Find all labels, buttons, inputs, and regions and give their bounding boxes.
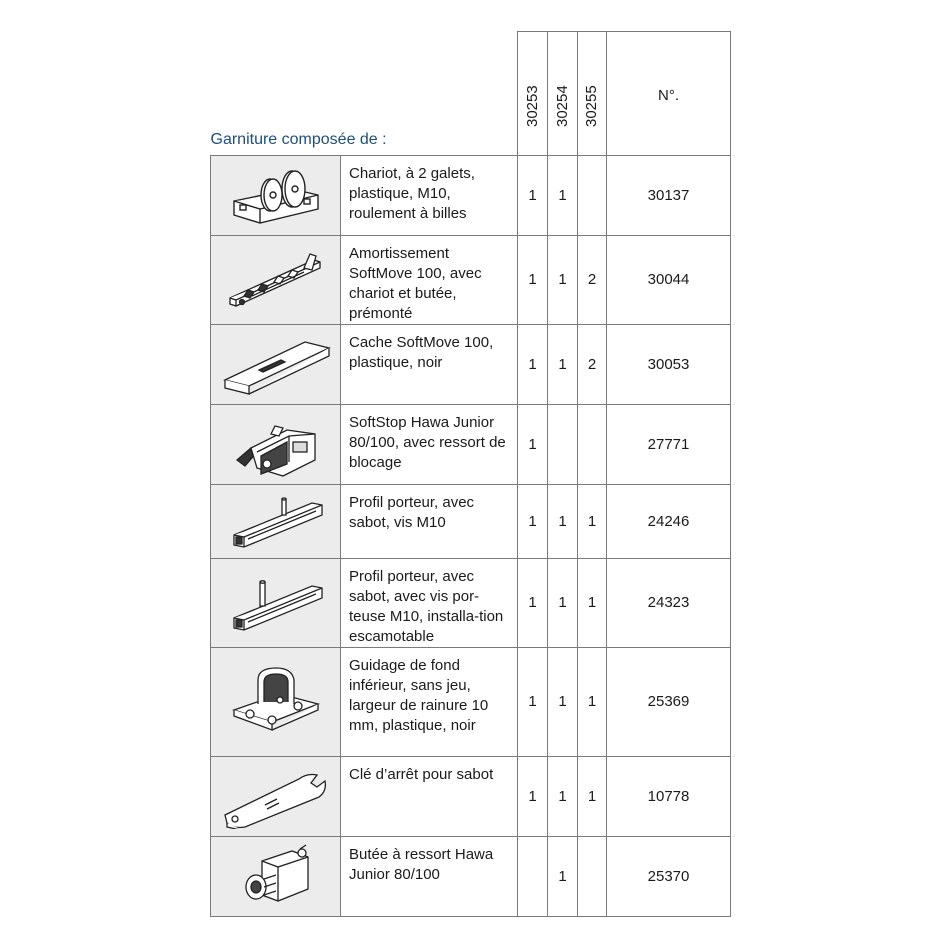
wrench-icon: [221, 765, 331, 829]
part-image: [211, 236, 341, 325]
table-row: [211, 156, 731, 236]
qty-30253: 1: [518, 236, 548, 325]
qty-30254: 1: [548, 757, 578, 837]
cover-icon: [221, 334, 331, 396]
floor-guide-icon: [228, 660, 324, 744]
header-row: [211, 32, 731, 156]
qty-30254: [548, 405, 578, 485]
part-image: [211, 156, 341, 236]
table-row: [211, 485, 731, 559]
part-number: 24246: [607, 485, 731, 559]
part-number: 24323: [607, 559, 731, 648]
qty-30255: 1: [578, 757, 607, 837]
qty-30255: [578, 837, 607, 917]
qty-30253: 1: [518, 156, 548, 236]
part-image: [211, 485, 341, 559]
part-description: Amortissement SoftMove 100, avec chariot et butée, prémonté: [341, 236, 518, 325]
part-description: Cache SoftMove 100, plastique, noir: [341, 325, 518, 405]
table-caption: Garniture composée de :: [210, 131, 387, 148]
table-row: [211, 559, 731, 648]
qty-30255: 2: [578, 325, 607, 405]
part-number: 30053: [607, 325, 731, 405]
qty-30255: 1: [578, 485, 607, 559]
qty-30253: 1: [518, 405, 548, 485]
qty-30254: 1: [548, 559, 578, 648]
part-image: [211, 559, 341, 648]
part-description: Butée à ressort Hawa Junior 80/100: [341, 837, 518, 917]
qty-30254: 1: [548, 156, 578, 236]
qty-30253: [518, 837, 548, 917]
qty-30253: 1: [518, 648, 548, 757]
qty-30253: 1: [518, 325, 548, 405]
part-number: 30044: [607, 236, 731, 325]
damper-icon: [224, 244, 328, 316]
qty-30255: [578, 156, 607, 236]
table-row: [211, 837, 731, 917]
part-number: 25370: [607, 837, 731, 917]
table-row: [211, 648, 731, 757]
carriage-icon: [226, 165, 326, 227]
table-row: [211, 236, 731, 325]
parts-table: [210, 31, 731, 917]
article-header-1: 30253: [518, 32, 548, 156]
part-image: [211, 648, 341, 757]
part-description: Clé d’arrêt pour sabot: [341, 757, 518, 837]
part-description: Profil porteur, avec sabot, vis M10: [341, 485, 518, 559]
profile-retractable-icon: [226, 570, 326, 636]
qty-30253: 1: [518, 559, 548, 648]
part-image: [211, 837, 341, 917]
part-image: [211, 405, 341, 485]
table-row: [211, 757, 731, 837]
qty-30255: [578, 405, 607, 485]
table-row: [211, 405, 731, 485]
part-description: Guidage de fond inférieur, sans jeu, largeur de rainure 10 mm, plastique, noir: [341, 648, 518, 757]
part-number: 25369: [607, 648, 731, 757]
part-description: Chariot, à 2 galets, plastique, M10, roulement à billes: [341, 156, 518, 236]
qty-30255: 1: [578, 648, 607, 757]
qty-30254: 1: [548, 236, 578, 325]
qty-30254: 1: [548, 648, 578, 757]
part-image: [211, 325, 341, 405]
qty-30253: 1: [518, 485, 548, 559]
number-header: N°.: [607, 32, 731, 156]
softstop-icon: [231, 412, 321, 478]
part-description: Profil porteur, avec sabot, avec vis por-teuse M10, installa-tion escamotable: [341, 559, 518, 648]
qty-30254: 1: [548, 837, 578, 917]
part-description: SoftStop Hawa Junior 80/100, avec ressort de blocage: [341, 405, 518, 485]
part-image: [211, 757, 341, 837]
part-number: 30137: [607, 156, 731, 236]
qty-30254: 1: [548, 325, 578, 405]
profile-icon: [226, 491, 326, 553]
part-number: 10778: [607, 757, 731, 837]
qty-30255: 2: [578, 236, 607, 325]
qty-30253: 1: [518, 757, 548, 837]
qty-30255: 1: [578, 559, 607, 648]
article-header-3: 30255: [578, 32, 607, 156]
article-header-2: 30254: [548, 32, 578, 156]
part-number: 27771: [607, 405, 731, 485]
spring-stop-icon: [236, 843, 316, 911]
qty-30254: 1: [548, 485, 578, 559]
table-row: [211, 325, 731, 405]
